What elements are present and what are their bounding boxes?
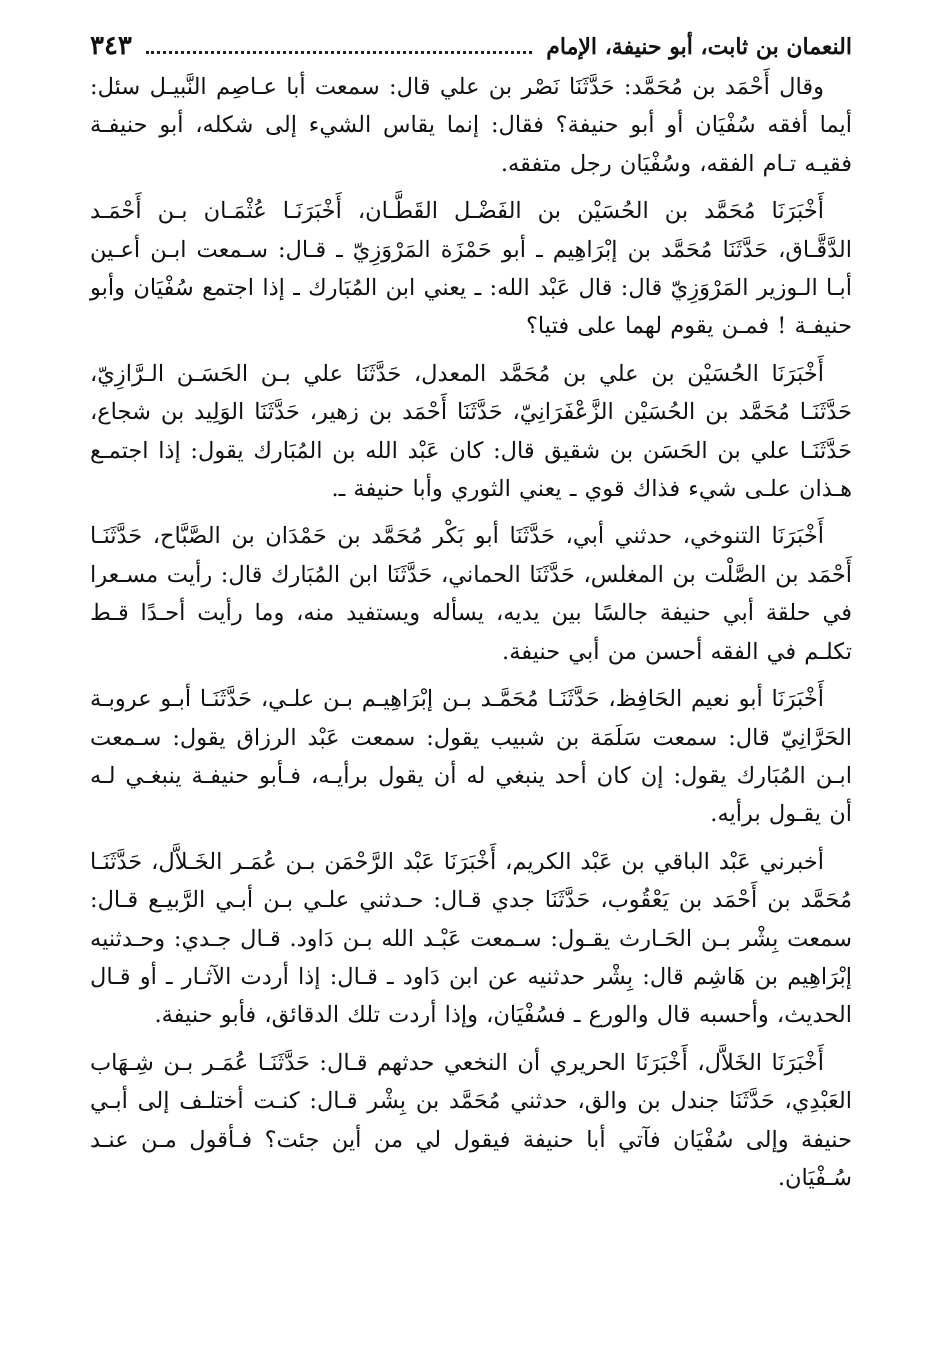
page-body: [90, 68, 852, 1197]
paragraph-4: أَخْبَرَنَا التنوخي، حدثني أبي، حَدَّثَنَا أبو بَكْر مُحَمَّد بن حَمْدَان بن الصَّبَّاح، حَدَّثَنَـا أَحْمَد بن الصَّلْت بن المغلس، حَدَّثَنَا الحماني، حَدَّثَنَا ابن المُبَارك قال: رأيت مسـعرا في حلقة أبي حنيفة جالسًا بين يديه، يسأله ويستفيد منه، وما رأيت أحـدًا قـط تكلـم في الفقه أحسن من أبي حنيفة.: [90, 523, 852, 665]
running-title: النعمان بن ثابت، أبو حنيفة، الإمام: [546, 34, 852, 60]
running-header: [90, 24, 852, 68]
dotted-leader: [146, 33, 532, 54]
page-number: ٣٤٣: [90, 31, 132, 61]
paragraph-1: وقال أَحْمَد بن مُحَمَّد: حَدَّثَنَا نَصْر بن علي قال: سمعت أبا عـاصِم النَّبيـل سئل: أيما أفقه سُفْيَان أو أبو حنيفة؟ فقال: إنما يقاس الشيء إلى شكله، أبو حنيفـة فقيـه تـام الفقه، وسُفْيَان رجل متفقه.: [90, 74, 852, 177]
paragraph-6: أخبرني عَبْد الباقي بن عَبْد الكريم، أَخْبَرَنَا عَبْد الرَّحْمَن بـن عُمَـر الخَـلاَّل، حَدَّثَنَـا مُحَمَّد بن أَحْمَد بن يَعْقُوب، حَدَّثَنَا جدي قـال: حـدثني علـي بـن أبـي الرَّبيـع قـال: سمعت بِشْر بـن الحَـارث يقـول: سـمعت عَبْـد الله بـن دَاود. قـال جـدي: وحـدثنيه إبْرَاهِيم بن هَاشِم قال: بِشْر حدثنيه عن ابن دَاود ـ قـال: إذا أردت الآثـار ـ أو قـال الحديث، وأحسبه قال والورع ـ فسُفْيَان، وإذا أردت تلك الدقائق، فأبو حنيفة.: [90, 848, 852, 1029]
paragraph-7: أَخْبَرَنَا الخَلاَّل، أَخْبَرَنَا الحريري أن النخعي حدثهم قـال: حَدَّثَنَـا عُمَـر بـن شِـهَاب العَبْدِي، حَدَّثَنَا جندل بن والق، حدثني مُحَمَّد بن بِشْر قـال: كنـت أختلـف إلى أبـي حنيفة وإلى سُفْيَان فآتي أبا حنيفة فيقول لي من أين جئت؟ فـأقول مـن عنـد سُـفْيَان.: [90, 1049, 852, 1191]
book-page: [90, 24, 852, 1344]
paragraph-2: أَخْبَرَنَا مُحَمَّد بن الحُسَيْن بن الفَضْـل القَطَّـان، أَخْبَرَنَـا عُثْمَـان بـن أَحْمَـد الدَّقَّـاق، حَدَّثَنَا مُحَمَّد بن إبْرَاهِيم ـ أبو حَمْزَة المَرْوَزِيّ ـ قـال: سـمعت ابـن أعـين أبـا الـوزير المَرْوَزِيّ قال: قال عَبْد الله: ـ يعني ابن المُبَارك ـ إذا اجتمع سُفْيَان وأبو حنيفـة ! فمـن يقوم لهما على فتيا؟: [90, 198, 852, 340]
paragraph-5: أَخْبَرَنَا أبو نعيم الحَافِظ، حَدَّثَنَـا مُحَمَّـد بـن إبْرَاهِيـم بـن علـي، حَدَّثَنَـا أبـو عروبـة الحَرَّانِيّ قال: سمعت سَلَمَة بن شبيب يقول: سمعت عَبْد الرزاق يقول: سـمعت ابـن المُبَارك يقول: إن كان أحد ينبغي له أن يقول برأيـه، فـأبو حنيفـة ينبغـي لـه أن يقـول برأيه.: [90, 686, 852, 828]
paragraph-3: أَخْبَرَنَا الحُسَيْن بن علي بن مُحَمَّد المعدل، حَدَّثَنَا علي بـن الحَسَـن الـرَّازِيّ، حَدَّثَنَـا مُحَمَّد بن الحُسَيْن الزَّعْفَرَانِيّ، حَدَّثَنَا أَحْمَد بن زهير، حَدَّثَنَا الوَلِيد بن شجاع، حَدَّثَنَـا علي بن الحَسَن بن شقيق قال: كان عَبْد الله بن المُبَارك يقول: إذا اجتمـع هـذان علـى شيء فذاك قوي ـ يعني الثوري وأبا حنيفة ـ.: [90, 360, 852, 503]
